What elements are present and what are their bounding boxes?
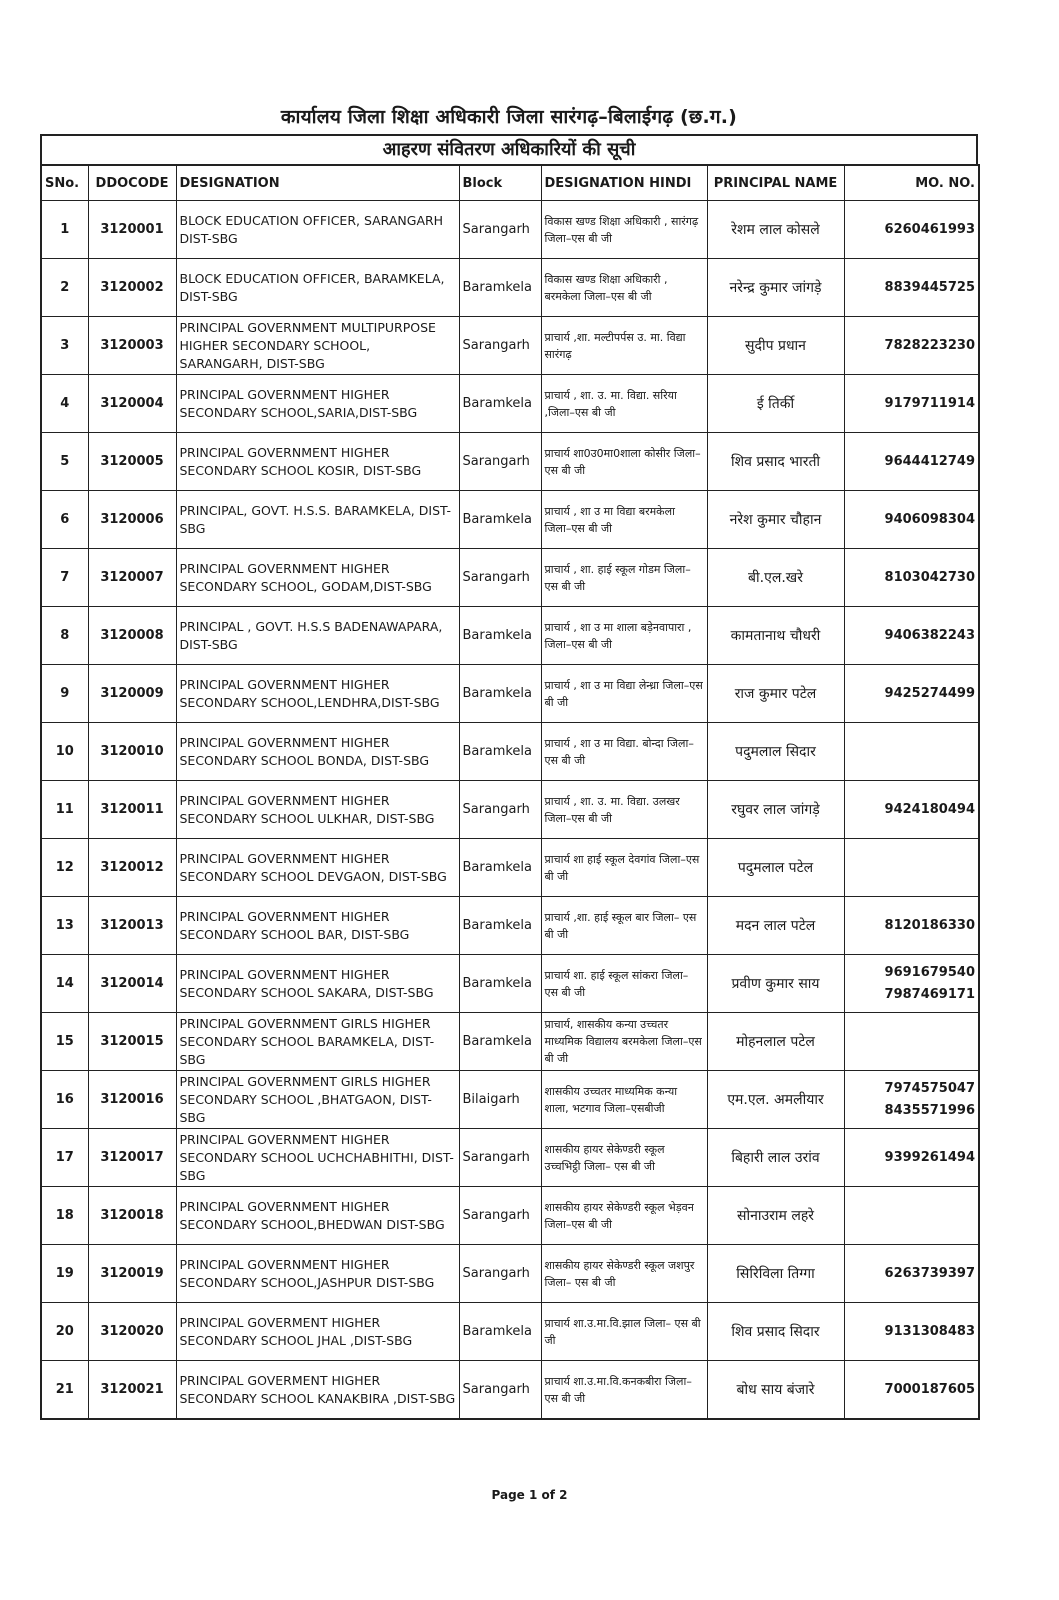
cell-ddocode: 3120006 xyxy=(88,491,176,549)
cell-principal-name: रेशम लाल कोसले xyxy=(707,201,844,259)
cell-sno: 1 xyxy=(41,201,88,259)
table-row xyxy=(41,1303,979,1361)
cell-principal-name: सिरिविला तिग्गा xyxy=(707,1245,844,1303)
cell-block: Sarangarh xyxy=(459,781,541,839)
cell-principal-name: नरेन्द्र कुमार जांगड़े xyxy=(707,259,844,317)
cell-sno: 7 xyxy=(41,549,88,607)
cell-designation-hindi: प्राचार्य , शा. उ. मा. विद्या. सरिया ,जिला–एस बी जी xyxy=(541,375,707,433)
cell-mobile xyxy=(844,839,979,897)
cell-block: Baramkela xyxy=(459,665,541,723)
cell-mobile: 6260461993 xyxy=(844,201,979,259)
cell-designation: PRINCIPAL GOVERMENT HIGHER SECONDARY SCHOOL KANAKBIRA ,DIST-SBG xyxy=(176,1361,459,1420)
table-row xyxy=(41,1129,979,1187)
table-row xyxy=(41,1361,979,1420)
cell-designation-hindi: शासकीय हायर सेकेण्डरी स्कूल उच्चभिट्ठी जिला– एस बी जी xyxy=(541,1129,707,1187)
col-header-designation: DESIGNATION xyxy=(176,165,459,201)
cell-mobile: 9691679540 7987469171 xyxy=(844,955,979,1013)
cell-sno: 5 xyxy=(41,433,88,491)
cell-sno: 6 xyxy=(41,491,88,549)
cell-block: Sarangarh xyxy=(459,1245,541,1303)
table-row xyxy=(41,955,979,1013)
cell-designation-hindi: प्राचार्य , शा उ मा शाला बड़ेनवापारा , जिला–एस बी जी xyxy=(541,607,707,665)
col-header-sno: SNo. xyxy=(41,165,88,201)
cell-designation-hindi: प्राचार्य , शा उ मा विद्या. बोन्दा जिला– एस बी जी xyxy=(541,723,707,781)
table-row xyxy=(41,897,979,955)
cell-ddocode: 3120009 xyxy=(88,665,176,723)
table-row xyxy=(41,781,979,839)
cell-block: Baramkela xyxy=(459,1303,541,1361)
cell-mobile: 9424180494 xyxy=(844,781,979,839)
table-header-row xyxy=(41,165,979,201)
cell-designation-hindi: शासकीय हायर सेकेण्डरी स्कूल भेड़वन जिला–एस बी जी xyxy=(541,1187,707,1245)
cell-sno: 4 xyxy=(41,375,88,433)
table-row xyxy=(41,259,979,317)
cell-principal-name: शिव प्रसाद भारती xyxy=(707,433,844,491)
col-header-mobile: MO. NO. xyxy=(844,165,979,201)
cell-block: Bilaigarh xyxy=(459,1071,541,1129)
cell-designation-hindi: शासकीय उच्चतर माध्यमिक कन्या शाला, भटगाव जिला–एसबीजी xyxy=(541,1071,707,1129)
table-row xyxy=(41,491,979,549)
cell-sno: 2 xyxy=(41,259,88,317)
cell-ddocode: 3120004 xyxy=(88,375,176,433)
cell-designation-hindi: प्राचार्य शा. हाई स्कूल सांकरा जिला– एस बी जी xyxy=(541,955,707,1013)
cell-principal-name: मदन लाल पटेल xyxy=(707,897,844,955)
cell-block: Baramkela xyxy=(459,897,541,955)
cell-mobile: 7828223230 xyxy=(844,317,979,375)
page-number: Page 1 of 2 xyxy=(491,1488,568,1502)
table-row xyxy=(41,607,979,665)
cell-block: Sarangarh xyxy=(459,549,541,607)
cell-block: Sarangarh xyxy=(459,317,541,375)
cell-principal-name: सुदीप प्रधान xyxy=(707,317,844,375)
cell-mobile: 7000187605 xyxy=(844,1361,979,1420)
cell-designation-hindi: प्राचार्य , शा उ मा विद्या बरमकेला जिला–एस बी जी xyxy=(541,491,707,549)
cell-designation: PRINCIPAL GOVERNMENT GIRLS HIGHER SECONDARY SCHOOL BARAMKELA, DIST-SBG xyxy=(176,1013,459,1071)
cell-mobile: 6263739397 xyxy=(844,1245,979,1303)
cell-sno: 8 xyxy=(41,607,88,665)
cell-mobile: 7974575047 8435571996 xyxy=(844,1071,979,1129)
cell-designation-hindi: प्राचार्य शा0उ0मा0शाला कोसीर जिला–एस बी जी xyxy=(541,433,707,491)
cell-designation: BLOCK EDUCATION OFFICER, SARANGARH DIST-SBG xyxy=(176,201,459,259)
cell-principal-name: एम.एल. अमलीयार xyxy=(707,1071,844,1129)
cell-principal-name: नरेश कुमार चौहान xyxy=(707,491,844,549)
cell-designation: PRINCIPAL GOVERNMENT HIGHER SECONDARY SCHOOL,LENDHRA,DIST-SBG xyxy=(176,665,459,723)
cell-block: Sarangarh xyxy=(459,1187,541,1245)
cell-designation-hindi: प्राचार्य शा.उ.मा.वि.झाल जिला– एस बी जी xyxy=(541,1303,707,1361)
cell-designation: PRINCIPAL , GOVT. H.S.S BADENAWAPARA, DIST-SBG xyxy=(176,607,459,665)
cell-block: Baramkela xyxy=(459,1013,541,1071)
cell-sno: 18 xyxy=(41,1187,88,1245)
cell-designation-hindi: विकास खण्ड शिक्षा अधिकारी , बरमकेला जिला–एस बी जी xyxy=(541,259,707,317)
cell-mobile: 9425274499 xyxy=(844,665,979,723)
cell-sno: 3 xyxy=(41,317,88,375)
cell-designation: PRINCIPAL GOVERNMENT HIGHER SECONDARY SCHOOL DEVGAON, DIST-SBG xyxy=(176,839,459,897)
cell-ddocode: 3120005 xyxy=(88,433,176,491)
cell-sno: 19 xyxy=(41,1245,88,1303)
cell-mobile: 8839445725 xyxy=(844,259,979,317)
cell-designation: PRINCIPAL GOVERNMENT HIGHER SECONDARY SCHOOL BONDA, DIST-SBG xyxy=(176,723,459,781)
cell-principal-name: मोहनलाल पटेल xyxy=(707,1013,844,1071)
cell-mobile: 9399261494 xyxy=(844,1129,979,1187)
table-body xyxy=(41,201,979,1420)
cell-sno: 9 xyxy=(41,665,88,723)
cell-principal-name: बोध साय बंजारे xyxy=(707,1361,844,1420)
cell-designation: PRINCIPAL GOVERNMENT HIGHER SECONDARY SCHOOL,JASHPUR DIST-SBG xyxy=(176,1245,459,1303)
cell-designation-hindi: प्राचार्य , शा उ मा विद्या लेन्ध्रा जिला–एस बी जी xyxy=(541,665,707,723)
cell-ddocode: 3120011 xyxy=(88,781,176,839)
cell-ddocode: 3120015 xyxy=(88,1013,176,1071)
cell-designation: PRINCIPAL GOVERNMENT MULTIPURPOSE HIGHER SECONDARY SCHOOL, SARANGARH, DIST-SBG xyxy=(176,317,459,375)
cell-mobile xyxy=(844,1013,979,1071)
cell-sno: 11 xyxy=(41,781,88,839)
cell-principal-name: रघुवर लाल जांगड़े xyxy=(707,781,844,839)
cell-mobile: 9179711914 xyxy=(844,375,979,433)
cell-principal-name: बिहारी लाल उरांव xyxy=(707,1129,844,1187)
cell-principal-name: कामतानाथ चौधरी xyxy=(707,607,844,665)
cell-principal-name: ई तिर्की xyxy=(707,375,844,433)
cell-ddocode: 3120014 xyxy=(88,955,176,1013)
table-row xyxy=(41,549,979,607)
col-header-principal-name: PRINCIPAL NAME xyxy=(707,165,844,201)
cell-principal-name: पदुमलाल सिदार xyxy=(707,723,844,781)
cell-designation-hindi: प्राचार्य , शा. उ. मा. विद्या. उलखर जिला–एस बी जी xyxy=(541,781,707,839)
cell-designation-hindi: प्राचार्य , शा. हाई स्कूल गोडम जिला–एस बी जी xyxy=(541,549,707,607)
cell-sno: 13 xyxy=(41,897,88,955)
cell-principal-name: सोनाउराम लहरे xyxy=(707,1187,844,1245)
table-row xyxy=(41,433,979,491)
table-row xyxy=(41,201,979,259)
officer-table xyxy=(40,164,980,1420)
cell-ddocode: 3120017 xyxy=(88,1129,176,1187)
cell-ddocode: 3120019 xyxy=(88,1245,176,1303)
cell-mobile: 9406098304 xyxy=(844,491,979,549)
col-header-ddocode: DDOCODE xyxy=(88,165,176,201)
cell-principal-name: राज कुमार पटेल xyxy=(707,665,844,723)
cell-mobile: 9131308483 xyxy=(844,1303,979,1361)
cell-mobile: 9644412749 xyxy=(844,433,979,491)
table-row xyxy=(41,317,979,375)
cell-designation-hindi: प्राचार्य शा हाई स्कूल देवगांव जिला–एस बी जी xyxy=(541,839,707,897)
cell-designation: PRINCIPAL GOVERNMENT HIGHER SECONDARY SCHOOL UCHCHABHITHI, DIST-SBG xyxy=(176,1129,459,1187)
table-row xyxy=(41,1071,979,1129)
cell-designation-hindi: प्राचार्य ,शा. हाई स्कूल बार जिला– एस बी जी xyxy=(541,897,707,955)
cell-ddocode: 3120001 xyxy=(88,201,176,259)
document-sheet xyxy=(40,100,978,1420)
table-row xyxy=(41,723,979,781)
cell-block: Baramkela xyxy=(459,723,541,781)
cell-sno: 15 xyxy=(41,1013,88,1071)
office-title: कार्यालय जिला शिक्षा अधिकारी जिला सारंगढ़–बिलाईगढ़ (छ.ग.) xyxy=(280,106,738,128)
cell-mobile xyxy=(844,1187,979,1245)
cell-block: Baramkela xyxy=(459,839,541,897)
cell-principal-name: बी.एल.खरे xyxy=(707,549,844,607)
cell-designation: PRINCIPAL GOVERNMENT HIGHER SECONDARY SCHOOL, GODAM,DIST-SBG xyxy=(176,549,459,607)
cell-designation-hindi: प्राचार्य, शासकीय कन्या उच्चतर माध्यमिक विद्यालय बरमकेला जिला–एस बी जी xyxy=(541,1013,707,1071)
cell-block: Baramkela xyxy=(459,375,541,433)
cell-designation-hindi: प्राचार्य ,शा. मल्टीपर्पस उ. मा. विद्या सारंगढ़ xyxy=(541,317,707,375)
table-row xyxy=(41,1187,979,1245)
cell-principal-name: शिव प्रसाद सिदार xyxy=(707,1303,844,1361)
cell-designation: PRINCIPAL GOVERNMENT GIRLS HIGHER SECONDARY SCHOOL ,BHATGAON, DIST-SBG xyxy=(176,1071,459,1129)
cell-designation: PRINCIPAL GOVERNMENT HIGHER SECONDARY SCHOOL,SARIA,DIST-SBG xyxy=(176,375,459,433)
col-header-block: Block xyxy=(459,165,541,201)
cell-sno: 12 xyxy=(41,839,88,897)
table-row xyxy=(41,665,979,723)
cell-designation: BLOCK EDUCATION OFFICER, BARAMKELA, DIST-SBG xyxy=(176,259,459,317)
cell-block: Baramkela xyxy=(459,955,541,1013)
cell-block: Baramkela xyxy=(459,491,541,549)
cell-principal-name: पदुमलाल पटेल xyxy=(707,839,844,897)
cell-designation: PRINCIPAL GOVERNMENT HIGHER SECONDARY SCHOOL ULKHAR, DIST-SBG xyxy=(176,781,459,839)
cell-ddocode: 3120013 xyxy=(88,897,176,955)
cell-sno: 21 xyxy=(41,1361,88,1420)
cell-ddocode: 3120016 xyxy=(88,1071,176,1129)
table-row xyxy=(41,1245,979,1303)
cell-designation: PRINCIPAL, GOVT. H.S.S. BARAMKELA, DIST-SBG xyxy=(176,491,459,549)
cell-principal-name: प्रवीण कुमार साय xyxy=(707,955,844,1013)
cell-designation: PRINCIPAL GOVERNMENT HIGHER SECONDARY SCHOOL KOSIR, DIST-SBG xyxy=(176,433,459,491)
cell-mobile xyxy=(844,723,979,781)
cell-mobile: 9406382243 xyxy=(844,607,979,665)
cell-ddocode: 3120008 xyxy=(88,607,176,665)
cell-ddocode: 3120012 xyxy=(88,839,176,897)
cell-mobile: 8103042730 xyxy=(844,549,979,607)
cell-block: Sarangarh xyxy=(459,433,541,491)
cell-sno: 16 xyxy=(41,1071,88,1129)
cell-designation: PRINCIPAL GOVERNMENT HIGHER SECONDARY SCHOOL BAR, DIST-SBG xyxy=(176,897,459,955)
cell-sno: 14 xyxy=(41,955,88,1013)
cell-ddocode: 3120007 xyxy=(88,549,176,607)
cell-sno: 10 xyxy=(41,723,88,781)
cell-ddocode: 3120002 xyxy=(88,259,176,317)
cell-block: Sarangarh xyxy=(459,1129,541,1187)
cell-block: Sarangarh xyxy=(459,201,541,259)
cell-designation: PRINCIPAL GOVERNMENT HIGHER SECONDARY SCHOOL SAKARA, DIST-SBG xyxy=(176,955,459,1013)
cell-sno: 20 xyxy=(41,1303,88,1361)
cell-block: Baramkela xyxy=(459,607,541,665)
cell-designation-hindi: शासकीय हायर सेकेण्डरी स्कूल जशपुर जिला– एस बी जी xyxy=(541,1245,707,1303)
col-header-designation-hindi: DESIGNATION HINDI xyxy=(541,165,707,201)
cell-designation: PRINCIPAL GOVERMENT HIGHER SECONDARY SCHOOL JHAL ,DIST-SBG xyxy=(176,1303,459,1361)
table-row xyxy=(41,1013,979,1071)
cell-sno: 17 xyxy=(41,1129,88,1187)
table-row xyxy=(41,375,979,433)
cell-ddocode: 3120010 xyxy=(88,723,176,781)
cell-block: Baramkela xyxy=(459,259,541,317)
cell-designation-hindi: प्राचार्य शा.उ.मा.वि.कनकबीरा जिला–एस बी जी xyxy=(541,1361,707,1420)
cell-ddocode: 3120018 xyxy=(88,1187,176,1245)
cell-designation: PRINCIPAL GOVERNMENT HIGHER SECONDARY SCHOOL,BHEDWAN DIST-SBG xyxy=(176,1187,459,1245)
list-title: आहरण संवितरण अधिकारियों की सूची xyxy=(40,134,978,164)
cell-block: Sarangarh xyxy=(459,1361,541,1420)
cell-ddocode: 3120020 xyxy=(88,1303,176,1361)
cell-mobile: 8120186330 xyxy=(844,897,979,955)
cell-ddocode: 3120003 xyxy=(88,317,176,375)
table-row xyxy=(41,839,979,897)
cell-designation-hindi: विकास खण्ड शिक्षा अधिकारी , सारंगढ़ जिला–एस बी जी xyxy=(541,201,707,259)
cell-ddocode: 3120021 xyxy=(88,1361,176,1420)
